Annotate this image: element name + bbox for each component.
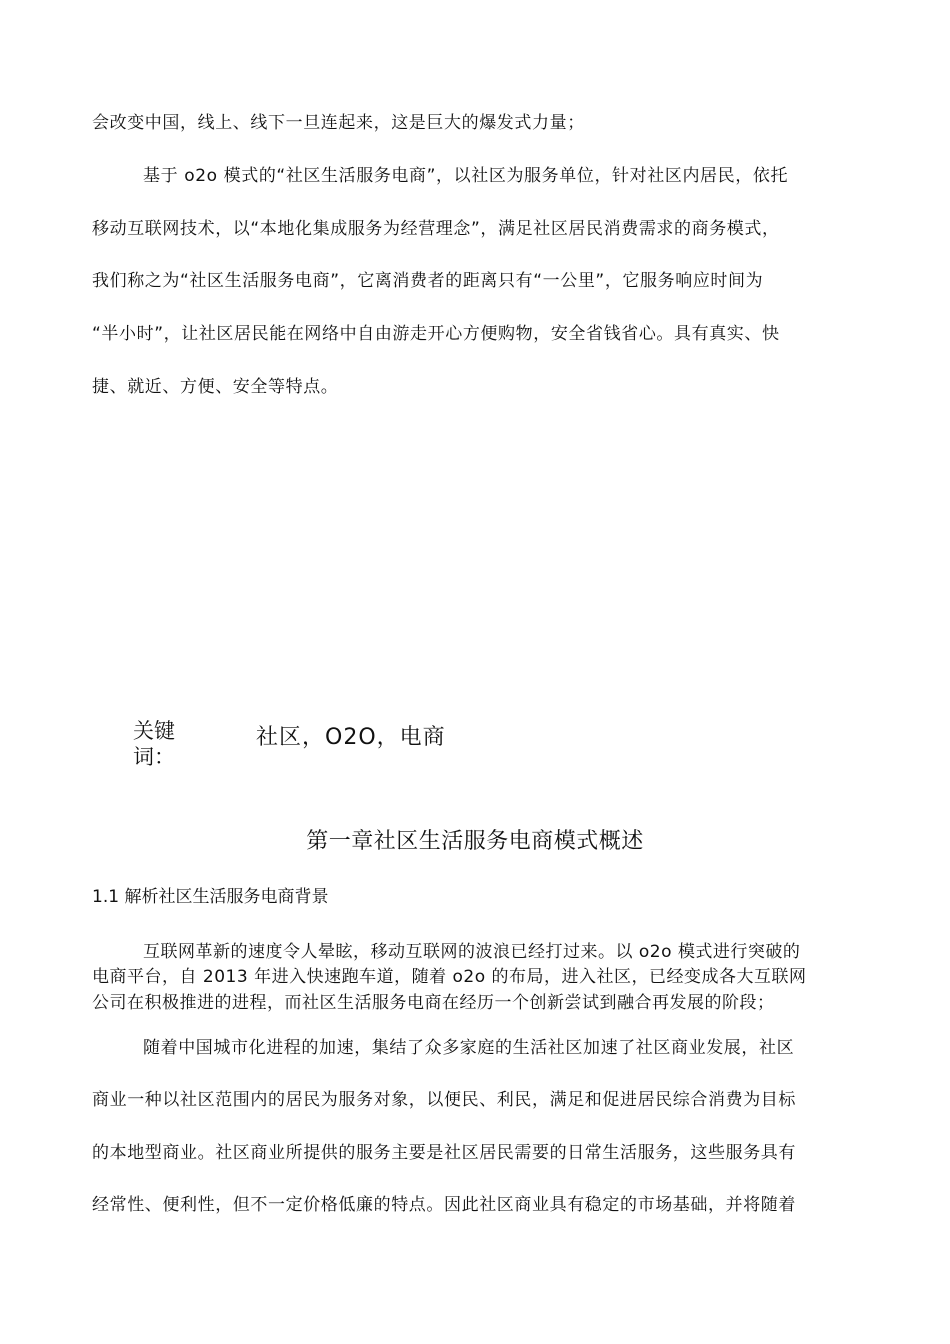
paragraph-4-line-1: 随着中国城市化进程的加速，集结了众多家庭的生活社区加速了社区商业发展，社区 [143,1038,795,1058]
paragraph-4-line-2: 商业一种以社区范围内的居民为服务对象，以便民、利民，满足和促进居民综合消费为目标 [92,1090,796,1110]
keywords-label: 关键词： [133,719,175,769]
section-title: 1.1 解析社区生活服务电商背景 [92,887,329,907]
keywords-value: 社区，O2O，电商 [256,725,446,750]
paragraph-2-line-2: 移动互联网技术，以“本地化集成服务为经营理念”，满足社区居民消费需求的商务模式， [92,219,780,239]
chapter-title: 第一章社区生活服务电商模式概述 [306,829,644,854]
paragraph-2-line-4: “半小时”，让社区居民能在网络中自由游走开心方便购物，安全省钱省心。具有真实、快 [92,324,780,344]
paragraph-4-line-3: 的本地型商业。社区商业所提供的服务主要是社区居民需要的日常生活服务，这些服务具有 [92,1143,796,1163]
paragraph-3-line-3: 公司在积极推进的进程，而社区生活服务电商在经历一个创新尝试到融合再发展的阶段； [92,993,775,1013]
paragraph-2-line-3: 我们称之为“社区生活服务电商”，它离消费者的距离只有“一公里”，它服务响应时间为 [92,271,764,291]
paragraph-2-line-5: 捷、就近、方便、安全等特点。 [92,377,339,397]
paragraph-1-line-1: 会改变中国，线上、线下一旦连起来，这是巨大的爆发式力量； [92,113,585,133]
paragraph-3-line-1: 互联网革新的速度令人晕眩，移动互联网的波浪已经打过来。以 o2o 模式进行突破的 [143,942,801,962]
paragraph-2-line-1: 基于 o2o 模式的“社区生活服务电商”，以社区为服务单位，针对社区内居民，依托 [143,166,789,186]
paragraph-4-line-4: 经常性、便利性，但不一定价格低廉的特点。因此社区商业具有稳定的市场基础，并将随着 [92,1195,796,1215]
paragraph-3-line-2: 电商平台，自 2013 年进入快速跑车道，随着 o2o 的布局，进入社区，已经变成各大互联网 [92,967,807,987]
